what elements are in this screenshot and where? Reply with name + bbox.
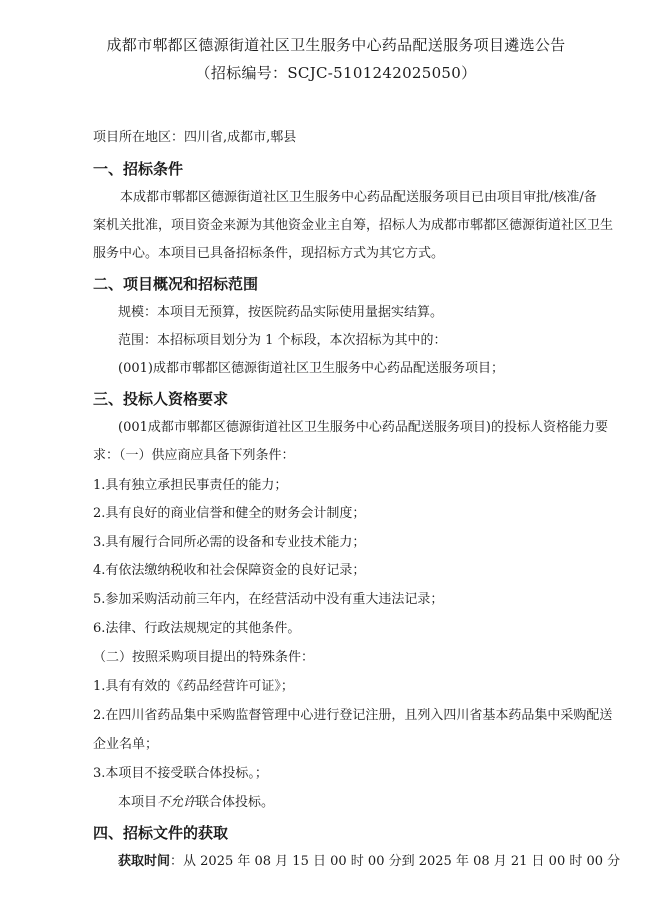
consortium-prefix: 本项目 bbox=[118, 795, 158, 810]
special-condition-item: 企业名单； bbox=[93, 737, 159, 752]
document-title: 成都市郫都区德源街道社区卫生服务中心药品配送服务项目遴选公告 bbox=[106, 36, 566, 54]
special-condition-item: 2.在四川省药品集中采购监督管理中心进行登记注册，且列入四川省基本药品集中采购配送 bbox=[93, 708, 613, 723]
section-1-line: 案机关批准，项目资金来源为其他资金业主自筹，招标人为成都市郫都区德源街道社区卫生 bbox=[93, 218, 614, 233]
acquisition-time-line bbox=[118, 854, 620, 870]
lot-line: (001)成都市郫都区德源街道社区卫生服务中心药品配送服务项目； bbox=[118, 361, 504, 376]
general-condition-item: 1.具有独立承担民事责任的能力； bbox=[93, 478, 288, 493]
consortium-emphasis: 不允许 bbox=[157, 795, 197, 810]
section-3-heading: 三、投标人资格要求 bbox=[93, 390, 229, 408]
scale-line: 规模：本项目无预算，按医院药品实际使用量据实结算。 bbox=[118, 305, 444, 320]
general-condition-item: 4.有依法缴纳税收和社会保障资金的良好记录； bbox=[93, 563, 366, 578]
scope-line: 范围：本招标项目划分为 1 个标段，本次招标为其中的： bbox=[118, 333, 447, 348]
acquisition-time-value: ：从 2025 年 08 月 15 日 00 时 00 分到 2025 年 08 月 21 日 00 时 00 分 bbox=[170, 854, 621, 869]
general-condition-item: 6.法律、行政法规规定的其他条件。 bbox=[93, 621, 301, 636]
qualification-intro-line: (001成都市郫都区德源街道社区卫生服务中心药品配送服务项目)的投标人资格能力要 bbox=[118, 420, 608, 435]
acquisition-time-label: 获取时间 bbox=[118, 854, 171, 869]
qualification-intro-line: 求：（一）供应商应具备下列条件： bbox=[93, 448, 295, 463]
consortium-suffix: 联合体投标。 bbox=[196, 795, 275, 810]
section-1-heading: 一、招标条件 bbox=[93, 160, 184, 178]
section-4-heading: 四、招标文件的获取 bbox=[93, 824, 229, 842]
section-2-heading: 二、项目概况和招标范围 bbox=[93, 275, 259, 293]
special-conditions-heading: （二）按照采购项目提出的特殊条件： bbox=[93, 650, 315, 665]
section-1-line: 服务中心。本项目已具备招标条件，现招标方式为其它方式。 bbox=[93, 246, 445, 261]
consortium-statement bbox=[118, 795, 274, 811]
special-condition-item: 1.具有有效的《药品经营许可证》； bbox=[93, 679, 294, 694]
section-1-line: 本成都市郫都区德源街道社区卫生服务中心药品配送服务项目已由项目审批/核准/备 bbox=[120, 190, 597, 205]
project-region: 项目所在地区：四川省,成都市,郫县 bbox=[93, 130, 297, 145]
tender-number: （招标编号：SCJC-5101242025050） bbox=[195, 64, 477, 82]
general-condition-item: 2.具有良好的商业信誉和健全的财务会计制度； bbox=[93, 506, 366, 521]
special-condition-item: 3.本项目不接受联合体投标。； bbox=[93, 766, 268, 781]
general-condition-item: 3.具有履行合同所必需的设备和专业技术能力； bbox=[93, 535, 366, 550]
general-condition-item: 5.参加采购活动前三年内，在经营活动中没有重大违法记录； bbox=[93, 592, 444, 607]
